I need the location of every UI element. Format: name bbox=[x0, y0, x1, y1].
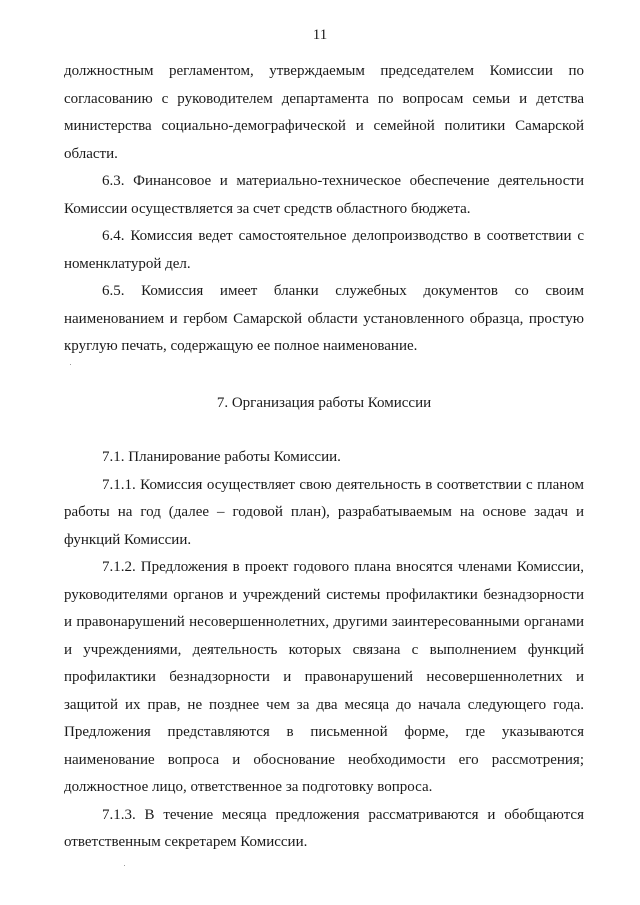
paragraph-6-3: 6.3. Финансовое и материально-техническое обеспечение деятельности Комиссии осуществляется за счет средств областного бюджета. bbox=[64, 173, 584, 217]
section-heading-7: 7. Организация работы Комиссии bbox=[216, 394, 432, 411]
paragraph-7-1-2: 7.1.2. Предложения в проект годового плана вносятся членами Комиссии, руководителями органов и учреждений системы профилактики безнадзорности и правонарушений несовершеннолетних, другими заинтересованными органами и учреждениями, деятельность которых связана с выполнением функций профилактики безнадзорности и правонарушений несовершеннолетних и защитой их прав, не позднее чем за два месяца до начала следующего года. Предложения представляются в письменной форме, где указываются наименование вопроса и обоснование необходимости его рассмотрения; должностное лицо, ответственное за подготовку вопроса. bbox=[64, 559, 584, 795]
paragraph-7-1-1: 7.1.1. Комиссия осуществляет свою деятельность в соответствии с планом работы на год (далее – годовой план), разрабатываемым на основе задач и функций Комиссии. bbox=[64, 476, 584, 548]
scan-speck bbox=[124, 865, 125, 866]
heading-spacer bbox=[64, 417, 584, 444]
paragraph-continuation: должностным регламентом, утверждаемым председателем Комиссии по согласованию с руководителем департамента по вопросам семьи и детства министерства социально-демографической и семейной политики Самарской области. bbox=[64, 63, 584, 162]
paragraph-6-4: 6.4. Комиссия ведет самостоятельное делопроизводство в соответствии с номенклатурой дел. bbox=[64, 228, 584, 272]
scan-speck bbox=[70, 364, 71, 365]
document-body bbox=[64, 58, 584, 857]
page-number: 11 bbox=[312, 27, 328, 43]
paragraph-7-1-3: 7.1.3. В течение месяца предложения рассматриваются и обобщаются ответственным секретарем Комиссии. bbox=[64, 806, 584, 850]
paragraph-6-5: 6.5. Комиссия имеет бланки служебных документов со своим наименованием и гербом Самарской области установленного образца, простую круглую печать, содержащую ее полное наименование. bbox=[64, 283, 584, 354]
paragraph-7-1: 7.1. Планирование работы Комиссии. bbox=[102, 449, 341, 465]
